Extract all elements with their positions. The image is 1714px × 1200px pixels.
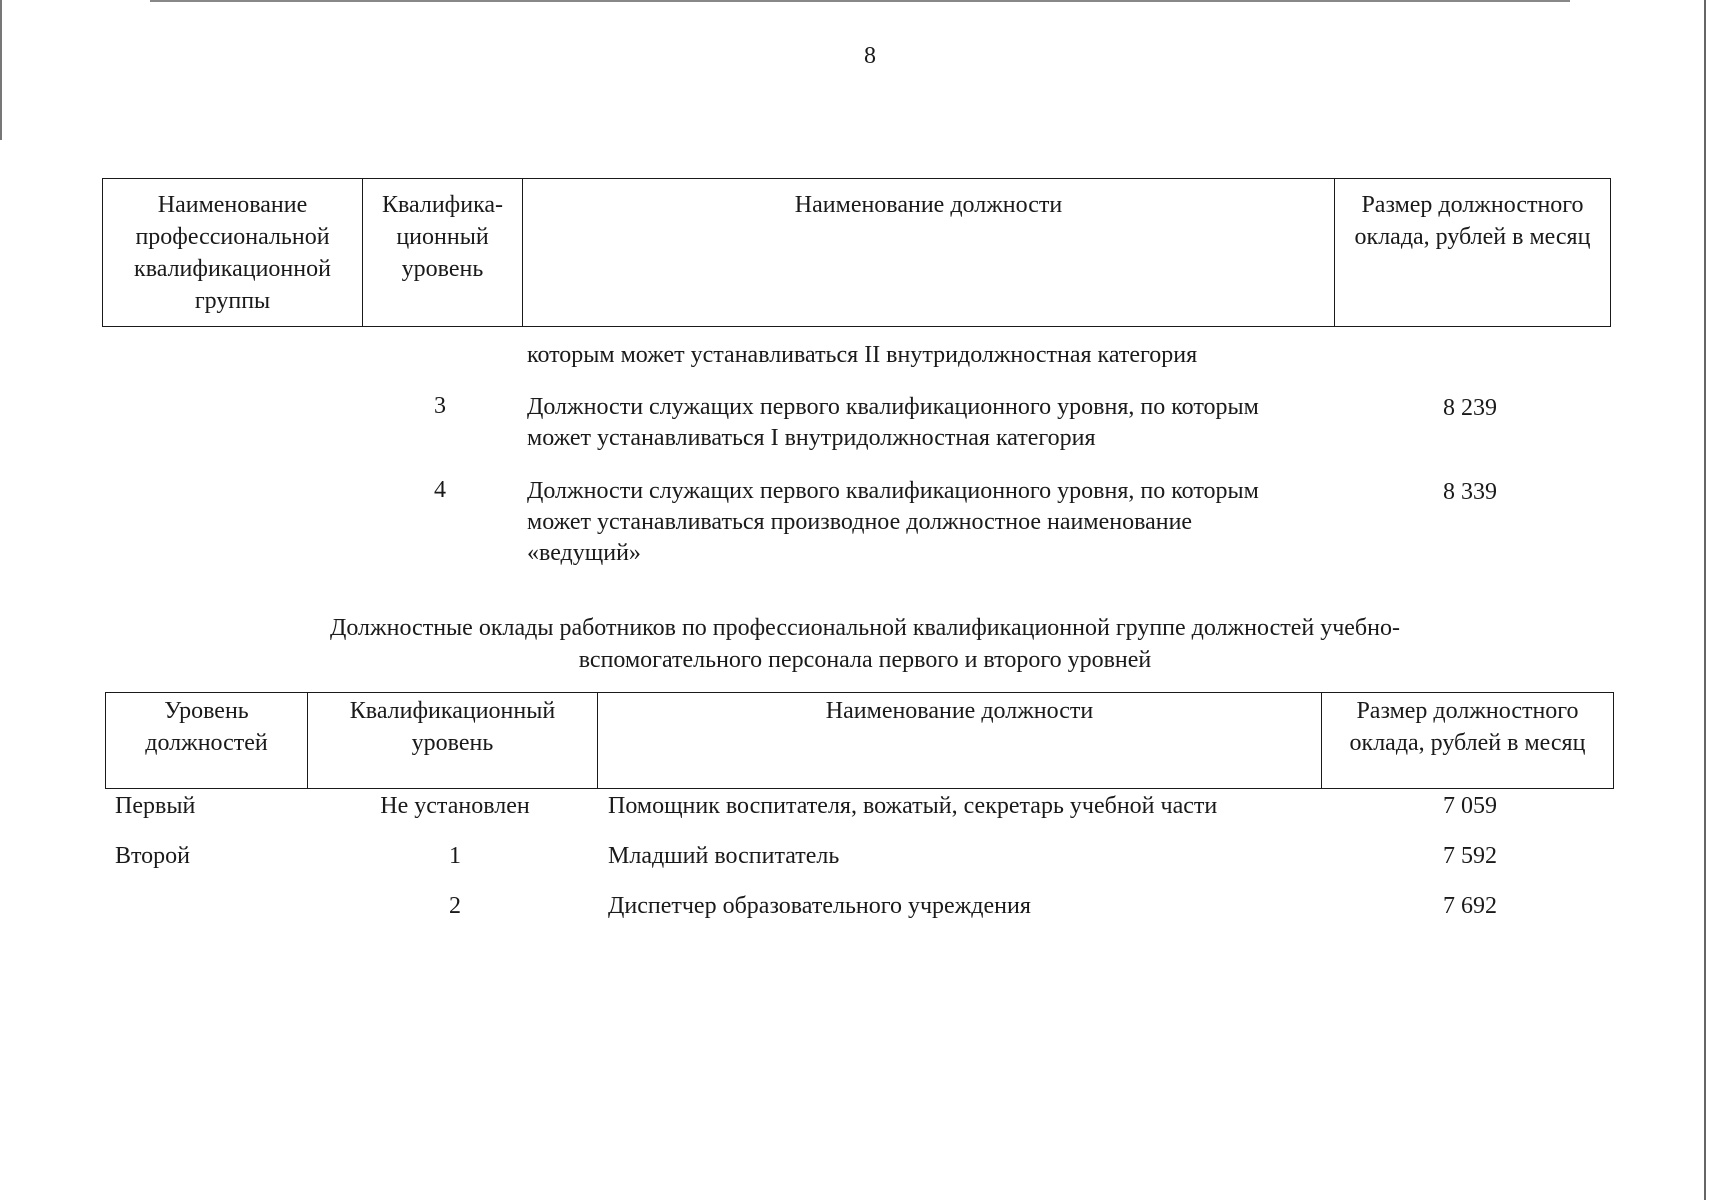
table1-row-salary: 8 239 <box>1443 395 1497 421</box>
table1-continuation-text: которым может устанавливаться II внутридолжностная категория <box>527 342 1198 368</box>
table2-row-salary: 7 692 <box>1443 893 1497 919</box>
table2-row-position: Помощник воспитателя, вожатый, секретарь учебной части <box>608 793 1218 819</box>
table1-header-position: Наименование должности <box>523 179 1335 327</box>
table2-row-position: Диспетчер образовательного учреждения <box>608 893 1031 919</box>
table2-row-group: Второй <box>115 843 191 869</box>
table1-row-salary: 8 339 <box>1443 479 1497 505</box>
table2-header-group: Уровень должностей <box>106 693 308 789</box>
table2-row-group: Первый <box>115 793 196 819</box>
table1-header-level: Квалифика-ционный уровень <box>363 179 523 327</box>
table2-header-level: Квалификационный уровень <box>308 693 598 789</box>
table1-header-group: Наименование профессиональной квалификационной группы <box>103 179 363 327</box>
table2-row-level: 1 <box>449 843 461 869</box>
table1-row-position: Должности служащих первого квалификационного уровня, по которым может устанавливаться I внутридолжностная категория <box>527 394 1259 451</box>
section-title: Должностные оклады работников по профессиональной квалификационной группе должностей учебно-вспомогательного персонала первого и второго уровней <box>330 615 1400 673</box>
table2-row-level: 2 <box>449 893 461 919</box>
table2-row-level: Не установлен <box>380 793 530 819</box>
table2-row-salary: 7 592 <box>1443 843 1497 869</box>
table2-row-salary: 7 059 <box>1443 793 1497 819</box>
scan-edge-right <box>1704 0 1706 1200</box>
table2-header <box>105 692 1614 789</box>
table2-header-salary: Размер должностного оклада, рублей в месяц <box>1322 693 1614 789</box>
scan-edge-top <box>150 0 1570 2</box>
table2-row-position: Младший воспитатель <box>608 843 840 869</box>
scan-edge-left <box>0 0 2 140</box>
table1-row-position: Должности служащих первого квалификационного уровня, по которым может устанавливаться производное должностное наименование «ведущий» <box>527 478 1259 566</box>
page-number: 8 <box>864 43 876 69</box>
table1-header <box>102 178 1611 327</box>
table1-header-salary: Размер должностного оклада, рублей в месяц <box>1335 179 1611 327</box>
table2-header-position: Наименование должности <box>598 693 1322 789</box>
table1-row-level: 4 <box>434 477 446 503</box>
table1-row-level: 3 <box>434 393 446 419</box>
